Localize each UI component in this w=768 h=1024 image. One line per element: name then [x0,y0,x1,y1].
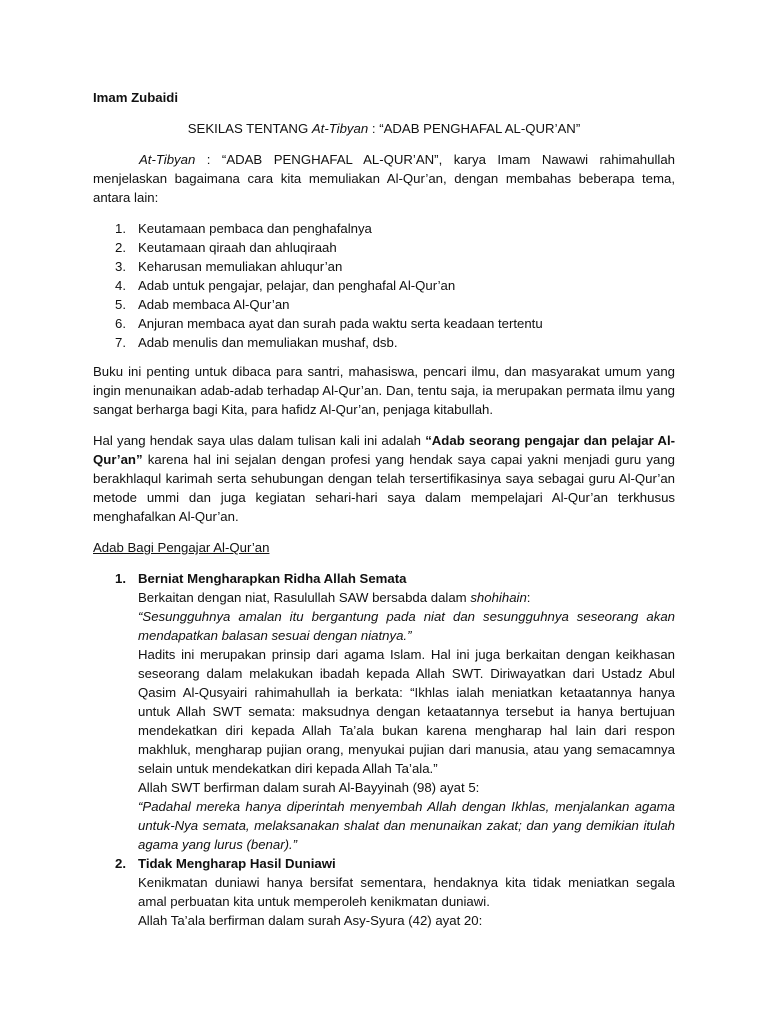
intro-text: : “ADAB PENGHAFAL AL-QUR’AN”, karya Imam Nawawi rahimahullah menjelaskan bagaimana cara kita memuliakan Al-Qur’an, dengan membahas beberapa tema, antara lain: [93,152,675,205]
list-number: 3. [115,259,126,274]
adab-intro-after: : [526,590,531,605]
title-book: At-Tibyan [311,121,369,136]
adab-title: Tidak Mengharap Hasil Duniawi [138,856,336,871]
list-number: 4. [115,278,126,293]
adab-explanation: Kenikmatan duniawi hanya bersifat sementara, hendaknya kita tidak meniatkan segala amal perbuatan kita untuk memperoleh kenikmatan duniawi. [138,875,675,909]
verse-intro: Allah Ta’ala berfirman dalam surah Asy-Syura (42) ayat 20: [138,913,483,928]
adab-item-2 [93,854,675,930]
adab-number: 2. [115,856,126,871]
topic-list [93,219,675,352]
adab-item-1 [93,569,675,854]
list-item [93,314,675,333]
verse-intro: Allah SWT berfirman dalam surah Al-Bayyinah (98) ayat 5: [138,780,480,795]
adab-number: 1. [115,571,126,586]
list-item [93,295,675,314]
list-text: Adab membaca Al-Qur’an [138,297,290,312]
adab-intro [138,588,675,607]
title-suffix: : “ADAB PENGHAFAL AL-QUR’AN” [368,121,581,136]
list-item [93,219,675,238]
author-name: Imam Zubaidi [93,90,178,105]
adab-explanation: Hadits ini merupakan prinsip dari agama Islam. Hal ini juga berkaitan dengan keikhasan seseorang dalam melakukan ibadah kepada Allah SWT. Diriwayatkan dari Ustadz Abul Qasim Al-Qusyairi rahimahullah ia berkata: “Ikhlas ialah meniatkan ketaatannya hanya untuk Allah SWT semata: maksudnya dengan ketaatannya tersebut ia hanya bertujuan mendekatkan diri kepada Allah Ta’ala bukan karena mengharap hal lain dari respon makhluk, mengharap pujian orang, menyukai pujian dari manusia, atau yang semacamnya selain untuk mendekatkan diri kepada Allah Ta’ala.” [138,647,675,776]
list-item [93,257,675,276]
adab-title: Berniat Mengharapkan Ridha Allah Semata [138,571,407,586]
adab-intro-ital: shohihain [470,590,527,605]
list-number: 2. [115,240,126,255]
list-item [93,333,675,352]
intro-book: At-Tibyan [139,152,196,167]
adab-list [93,569,675,930]
list-number: 1. [115,221,126,236]
list-text: Keharusan memuliakan ahluqur’an [138,259,343,274]
para2-after: karena hal ini sejalan dengan profesi yang hendak saya capai yakni menjadi guru yang berakhlaqul karimah serta sehubungan dengan telah tersertifikasinya saya sebagai guru Al-Qur’an metode ummi dan juga kegiatan sehari-hari saya dalam mempelajari Al-Qur’an terkhusus menghafalkan Al-Qur’an. [93,452,675,524]
list-number: 6. [115,316,126,331]
list-item [93,238,675,257]
list-text: Adab untuk pengajar, pelajar, dan penghafal Al-Qur’an [138,278,456,293]
document-page [93,88,675,940]
para2-before: Hal yang hendak saya ulas dalam tulisan kali ini adalah [93,433,426,448]
body-paragraph-2 [93,431,675,526]
verse-quote: “Padahal mereka hanya diperintah menyembah Allah dengan Ikhlas, menjalankan agama untuk-Nya semata, melaksanakan shalat dan menunaikan zakat; dan yang demikian itulah agama yang lurus (benar).” [138,799,675,852]
hadith-quote: “Sesungguhnya amalan itu bergantung pada niat dan sesungguhnya seseorang akan mendapatkan balasan sesuai dengan niatnya.” [138,609,675,643]
list-text: Keutamaan qiraah dan ahluqiraah [138,240,337,255]
list-item [93,276,675,295]
list-text: Keutamaan pembaca dan penghafalnya [138,221,372,236]
section-heading: Adab Bagi Pengajar Al-Qur’an [93,540,270,555]
list-number: 5. [115,297,126,312]
body-paragraph-1: Buku ini penting untuk dibaca para santri, mahasiswa, pencari ilmu, dan masyarakat umum yang ingin menunaikan adab-adab terhadap Al-Qur’an. Dan, tentu saja, ia merupakan permata ilmu yang sangat berharga bagi Kita, para hafidz Al-Qur’an, penjaga kitabullah. [93,364,675,417]
intro-paragraph [93,150,675,207]
list-text: Adab menulis dan memuliakan mushaf, dsb. [138,335,398,350]
para2-bold: “Adab seorang pengajar dan pelajar Al-Qur’an” [93,433,675,467]
list-text: Anjuran membaca ayat dan surah pada waktu serta keadaan tertentu [138,316,543,331]
title-prefix: SEKILAS TENTANG [187,121,312,136]
document-title [93,119,675,138]
adab-intro-before: Berkaitan dengan niat, Rasulullah SAW bersabda dalam [138,590,471,605]
list-number: 7. [115,335,126,350]
